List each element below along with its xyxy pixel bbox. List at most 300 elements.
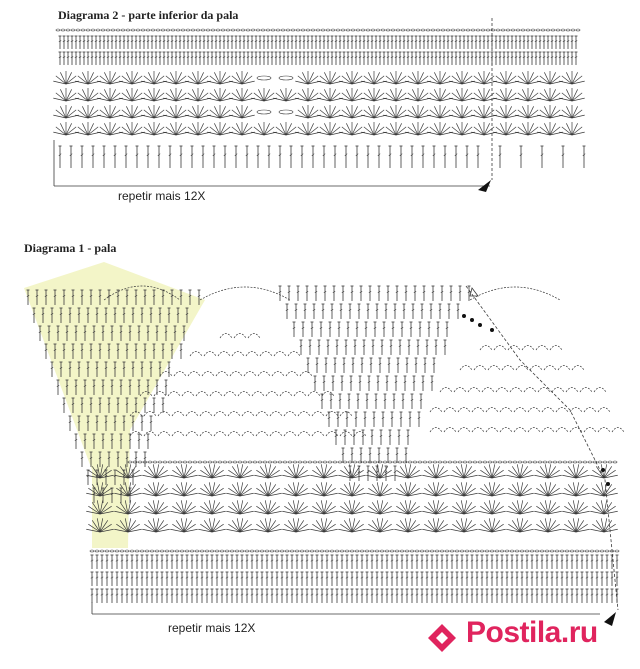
chain-stitch [320, 550, 324, 552]
chain-stitch [348, 461, 352, 463]
chain-arc [258, 372, 270, 377]
chain-stitch [398, 461, 402, 463]
chain-arc [594, 388, 606, 393]
chain-arc [158, 412, 170, 417]
chain-arc [298, 432, 310, 437]
chain-stitch [383, 461, 387, 463]
chain-stitch [95, 550, 99, 552]
chain-stitch [258, 461, 262, 463]
chain-stitch [468, 461, 472, 463]
chain-arc [216, 372, 228, 377]
chain-stitch [190, 550, 194, 552]
chain-stitch [475, 550, 479, 552]
chain-arc [502, 366, 514, 371]
chain-stitch [493, 461, 497, 463]
diagram1-repeat-label: repetir mais 12X [168, 621, 256, 635]
chain-stitch [163, 461, 167, 463]
chain-arc [144, 432, 156, 437]
chain-arc [280, 392, 292, 397]
chain-stitch [185, 550, 189, 552]
chain-stitch [335, 550, 339, 552]
chain-arc [196, 392, 208, 397]
chain-stitch [250, 550, 254, 552]
chain-arc [612, 428, 624, 433]
chain-arc [528, 428, 540, 433]
chain-stitch [570, 550, 574, 552]
chain-arc [242, 432, 254, 437]
chain-stitch [305, 550, 309, 552]
chain-stitch [238, 461, 242, 463]
edge-arc [200, 287, 290, 300]
bullet-marker [490, 328, 494, 332]
chain-stitch [328, 461, 332, 463]
chain-arc [186, 432, 198, 437]
chain-stitch [533, 461, 537, 463]
chain-stitch [428, 461, 432, 463]
chain-stitch [353, 461, 357, 463]
chain-stitch [400, 550, 404, 552]
chain-stitch [568, 461, 572, 463]
chain-stitch [273, 461, 277, 463]
chain-arc [552, 388, 564, 393]
chain-stitch [413, 461, 417, 463]
chain-stitch [390, 550, 394, 552]
chain-arc [246, 352, 258, 357]
postila-logo-icon [424, 620, 460, 656]
chain-arc [260, 352, 272, 357]
chain-arc [542, 428, 554, 433]
chain-arc [510, 388, 522, 393]
chain-stitch [125, 550, 129, 552]
chain-arc [298, 412, 310, 417]
chain-arc [598, 428, 610, 433]
chain-arc [500, 408, 512, 413]
chain-arc [522, 346, 534, 351]
chain-stitch [193, 461, 197, 463]
chain-stitch [110, 550, 114, 552]
chain-stitch [393, 461, 397, 463]
chain-stitch [510, 550, 514, 552]
chain-stitch [318, 461, 322, 463]
chain-stitch [565, 550, 569, 552]
chain-arc [458, 408, 470, 413]
chain-arc [284, 412, 296, 417]
chain-stitch [613, 461, 617, 463]
chain-stitch [530, 550, 534, 552]
chain-stitch [595, 550, 599, 552]
chain-stitch [425, 550, 429, 552]
chain-arc [234, 334, 246, 339]
chain-arc [580, 388, 592, 393]
chain-stitch [345, 550, 349, 552]
chain-arc [524, 388, 536, 393]
chain-stitch [458, 461, 462, 463]
chain-arc [544, 366, 556, 371]
chain-stitch [380, 550, 384, 552]
chain-stitch [313, 461, 317, 463]
chain-stitch [553, 461, 557, 463]
chain-arc [284, 432, 296, 437]
chain-arc [454, 388, 466, 393]
chain-arc [248, 334, 260, 339]
chain-arc [488, 366, 500, 371]
chain-arc [556, 428, 568, 433]
chain-arc [288, 352, 300, 357]
chain-stitch [543, 461, 547, 463]
chain-stitch [463, 461, 467, 463]
chain-stitch [233, 461, 237, 463]
chain-stitch [168, 461, 172, 463]
chain-stitch [210, 550, 214, 552]
chain-stitch [155, 550, 159, 552]
chain-stitch [508, 461, 512, 463]
chain-stitch [215, 550, 219, 552]
chain-arc [542, 408, 554, 413]
chain-stitch [498, 461, 502, 463]
chain-stitch [520, 550, 524, 552]
chain-stitch [140, 550, 144, 552]
chain-arc [570, 408, 582, 413]
chain-stitch [473, 461, 477, 463]
chain-stitch [438, 461, 442, 463]
chain-arc [530, 366, 542, 371]
chain-arc [182, 392, 194, 397]
chain-stitch [373, 461, 377, 463]
chain-stitch [485, 550, 489, 552]
chain-stitch [338, 461, 342, 463]
chain-stitch [293, 461, 297, 463]
chain-arc [598, 408, 610, 413]
chain-stitch [100, 550, 104, 552]
chain-stitch [308, 461, 312, 463]
chain-stitch [355, 550, 359, 552]
chain-stitch [415, 550, 419, 552]
chain-stitch [495, 550, 499, 552]
chain-arc [200, 432, 212, 437]
chain-arc [158, 432, 170, 437]
chain-stitch [483, 461, 487, 463]
bullet-marker [601, 468, 605, 472]
chain-arc [244, 372, 256, 377]
chain-stitch [405, 550, 409, 552]
chain-arc [458, 428, 470, 433]
chain-arc [494, 346, 506, 351]
chain-stitch [243, 461, 247, 463]
chain-arc [496, 388, 508, 393]
chain-arc [440, 388, 452, 393]
chain-stitch [598, 461, 602, 463]
chain-stitch [188, 461, 192, 463]
chain-stitch [350, 550, 354, 552]
chain-stitch [460, 550, 464, 552]
chain-stitch [545, 550, 549, 552]
chain-stitch [490, 550, 494, 552]
chain-arc [514, 408, 526, 413]
bullet-marker [470, 318, 474, 322]
diagram2-repeat-label: repetir mais 12X [118, 189, 206, 203]
chain-stitch [255, 550, 259, 552]
chain-stitch [170, 550, 174, 552]
chain-arc [214, 432, 226, 437]
chain-stitch [158, 461, 162, 463]
chain-stitch [505, 550, 509, 552]
chain-stitch [515, 550, 519, 552]
chain-stitch [145, 550, 149, 552]
chain-stitch [465, 550, 469, 552]
chain-stitch [325, 550, 329, 552]
chain-stitch [578, 461, 582, 463]
chain-stitch [198, 461, 202, 463]
chain-stitch [560, 550, 564, 552]
chain-arc [186, 412, 198, 417]
chain-stitch [323, 461, 327, 463]
chain-stitch [315, 550, 319, 552]
bullet-marker [462, 314, 466, 318]
chain-stitch [173, 461, 177, 463]
chain-arc [536, 346, 548, 351]
chain-arc [238, 392, 250, 397]
chain-stitch [573, 461, 577, 463]
chain-stitch [480, 550, 484, 552]
chain-stitch [488, 461, 492, 463]
chain-stitch [430, 550, 434, 552]
chain-stitch [388, 461, 392, 463]
chain-arc [274, 352, 286, 357]
chain-stitch [525, 550, 529, 552]
chain-arc [252, 392, 264, 397]
chain-stitch [270, 550, 274, 552]
chain-arc [188, 372, 200, 377]
chain-stitch [288, 461, 292, 463]
chain-stitch [245, 550, 249, 552]
bullet-marker [606, 482, 610, 486]
edge-arc [470, 287, 560, 300]
chain-stitch [135, 550, 139, 552]
chain-arc [472, 428, 484, 433]
chain-stitch [518, 461, 522, 463]
chain-stitch [263, 461, 267, 463]
chain-stitch [535, 550, 539, 552]
chain-arc [154, 392, 166, 397]
chain-arc [430, 428, 442, 433]
chain-stitch [298, 461, 302, 463]
chain-stitch [235, 550, 239, 552]
chain-arc [210, 392, 222, 397]
chain-arc [266, 392, 278, 397]
chain-arc [256, 412, 268, 417]
chain-stitch [418, 461, 422, 463]
chain-stitch [605, 550, 609, 552]
chain-stitch [590, 550, 594, 552]
chain-stitch [580, 550, 584, 552]
chain-stitch [120, 550, 124, 552]
chain-stitch [503, 461, 507, 463]
chain-stitch [195, 550, 199, 552]
chain-stitch [588, 461, 592, 463]
chain-arc [272, 372, 284, 377]
chain-arc [174, 372, 186, 377]
diagram1-title: Diagrama 1 - pala [24, 241, 117, 255]
chain-stitch [375, 550, 379, 552]
chain-arc [312, 412, 324, 417]
chain-stitch [218, 461, 222, 463]
chain-stitch [548, 461, 552, 463]
chain-stitch [470, 550, 474, 552]
chain-stitch [445, 550, 449, 552]
chain-arc [570, 428, 582, 433]
chain-stitch [583, 461, 587, 463]
chain-arc [572, 366, 584, 371]
chain-stitch [253, 461, 257, 463]
chain-stitch [423, 461, 427, 463]
chain-stitch [500, 550, 504, 552]
chain-stitch [180, 550, 184, 552]
chain-stitch [433, 461, 437, 463]
chain-stitch [575, 550, 579, 552]
chain-stitch [153, 461, 157, 463]
chain-stitch [385, 550, 389, 552]
chain-stitch [608, 461, 612, 463]
chain-stitch [555, 550, 559, 552]
chain-stitch [550, 550, 554, 552]
chain-stitch [360, 550, 364, 552]
chain-stitch [223, 461, 227, 463]
chain-stitch [558, 461, 562, 463]
chain-arc [486, 408, 498, 413]
chain-stitch [435, 550, 439, 552]
chain-stitch [448, 461, 452, 463]
chain-stitch [225, 550, 229, 552]
chain-stitch [528, 461, 532, 463]
chain-arc [486, 428, 498, 433]
chain-arc [242, 412, 254, 417]
chain-stitch [115, 550, 119, 552]
chain-stitch [420, 550, 424, 552]
chain-stitch [278, 461, 282, 463]
chain-arc [256, 432, 268, 437]
chain-arc [480, 346, 492, 351]
chain-arc [190, 352, 202, 357]
chain-stitch [615, 550, 619, 552]
chain-stitch [513, 461, 517, 463]
chain-arc [200, 412, 212, 417]
chain-arc [172, 432, 184, 437]
chain-arc [230, 372, 242, 377]
chain-stitch [248, 461, 252, 463]
chain-stitch [90, 550, 94, 552]
chain-stitch [280, 550, 284, 552]
chain-arc [172, 412, 184, 417]
chain-stitch [283, 461, 287, 463]
chain-stitch [165, 550, 169, 552]
chain-stitch [563, 461, 567, 463]
watermark-text: Postila.ru [466, 616, 598, 649]
chain-stitch [343, 461, 347, 463]
chain-arc [228, 432, 240, 437]
chain-arc [474, 366, 486, 371]
chain-arc [312, 432, 324, 437]
chain-arc [430, 408, 442, 413]
chain-stitch [340, 550, 344, 552]
chain-arc [550, 346, 562, 351]
chain-stitch [265, 550, 269, 552]
diagram2-title: Diagrama 2 - parte inferior da pala [58, 8, 239, 22]
chain-stitch [260, 550, 264, 552]
chain-stitch [410, 550, 414, 552]
chain-arc [444, 428, 456, 433]
chain-arc [460, 366, 472, 371]
chain-stitch [130, 550, 134, 552]
chain-arc [286, 372, 298, 377]
chain-arc [294, 392, 306, 397]
chain-stitch [408, 461, 412, 463]
chain-arc [556, 408, 568, 413]
chain-stitch [538, 461, 542, 463]
chain-stitch [450, 550, 454, 552]
chain-stitch [370, 550, 374, 552]
chain-stitch [200, 550, 204, 552]
chain-stitch [540, 550, 544, 552]
chain-stitch [478, 461, 482, 463]
start-arrow-icon [470, 288, 478, 296]
chain-arc [584, 408, 596, 413]
chain-arc [500, 428, 512, 433]
chain-stitch [205, 550, 209, 552]
chain-arc [204, 352, 216, 357]
chain-arc [202, 372, 214, 377]
watermark [422, 612, 640, 669]
chain-stitch [175, 550, 179, 552]
chain-stitch [333, 461, 337, 463]
chain-arc [308, 392, 320, 397]
chain-arc [228, 412, 240, 417]
chain-arc [584, 428, 596, 433]
chain-stitch [300, 550, 304, 552]
chain-stitch [365, 550, 369, 552]
chain-stitch [600, 550, 604, 552]
chain-stitch [228, 461, 232, 463]
chain-arc [472, 408, 484, 413]
chain-arc [558, 366, 570, 371]
chain-arc [232, 352, 244, 357]
chain-stitch [105, 550, 109, 552]
chain-arc [468, 388, 480, 393]
chain-stitch [363, 461, 367, 463]
chain-arc [566, 388, 578, 393]
bullet-marker [478, 323, 482, 327]
chain-stitch [230, 550, 234, 552]
chain-stitch [523, 461, 527, 463]
chain-stitch [183, 461, 187, 463]
chain-stitch [160, 550, 164, 552]
chain-stitch [240, 550, 244, 552]
chain-stitch [208, 461, 212, 463]
chain-arc [444, 408, 456, 413]
chain-stitch [330, 550, 334, 552]
chain-arc [514, 428, 526, 433]
chain-arc [270, 432, 282, 437]
chain-stitch [395, 550, 399, 552]
chain-stitch [213, 461, 217, 463]
chain-arc [224, 392, 236, 397]
chain-stitch [455, 550, 459, 552]
chain-stitch [178, 461, 182, 463]
chain-arc [220, 334, 232, 339]
chain-stitch [268, 461, 272, 463]
chain-stitch [148, 461, 152, 463]
chain-stitch [603, 461, 607, 463]
chain-stitch [440, 550, 444, 552]
